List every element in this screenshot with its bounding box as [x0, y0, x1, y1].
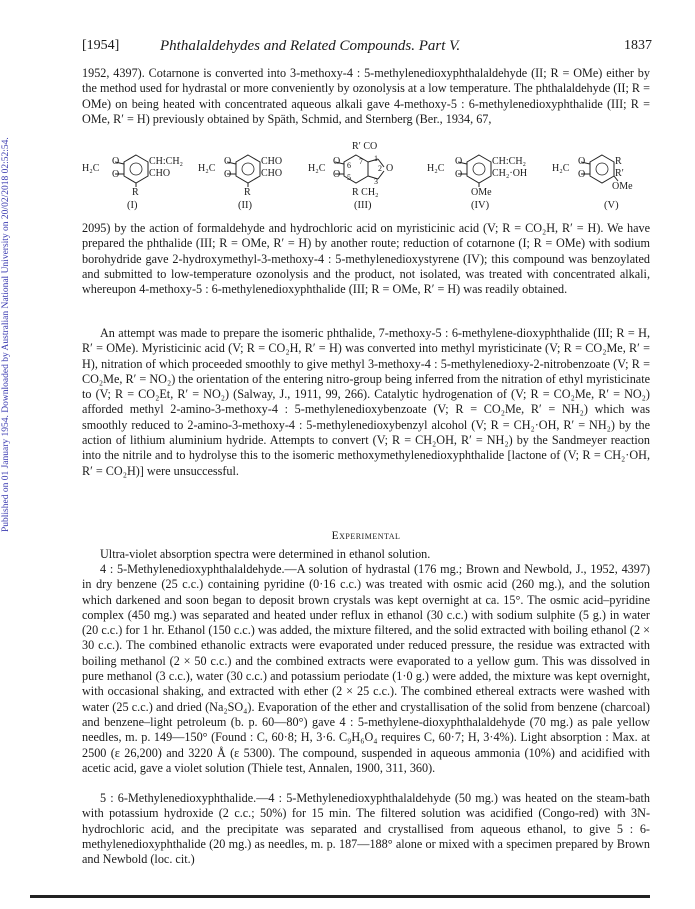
substituent-2: CH₂·OH: [492, 168, 528, 179]
substituent-bottom: R CH₂: [352, 187, 379, 198]
substituent-2: CHO: [261, 168, 283, 179]
substituent-1: CH:CH₂: [492, 156, 527, 167]
paragraph-3: An attempt was made to prepare the isomeric phthalide, 7-methoxy-5 : 6-methylene-dioxyphthalide (III; R = H, R′ = OMe). Myristicinic acid (V; R = CO₂H, R′ = H) was converted into methyl myristicinate (V; R = CO₂Me, R′ = H), nitration of which proceeded smoothly to give methyl 3-methoxy-4 : 5-methylenedioxy-2-nitrobenzoate (V; R = CO₂Me, R′ = NO₂) the orientation of the entering nitro-group being inferred from the nitration of ethyl myristicinate to (V; R = CO₂Et, R′ = NO₂) (Salway, J., 1911, 99, 266). Catalytic hydrogenation of (V; R = CO₂Me, R′ = NO₂) afforded methyl 2-amino-3-methoxy-4 : 5-methylenedioxybenzoate (V; R = CO₂Me, R′ = NH₂) which was smoothly reduced to 2-amino-3-methoxy-4 : 5-methylenedioxybenzyl alcohol (V; R = CH₂·OH, R′ = NH₂) by the action of lithium aluminium hydride. Attempts to convert (V; R = CH₂OH, R′ = NH₂) by the Sandmeyer reaction into the nitrile and to hydrolyse this to the isomeric methoxymethylenedioxyphthalide [lactone of (V; R = CH₂·OH, R′ = CO₂H)] were unsuccessful.: [82, 326, 650, 478]
structure-number: (III): [354, 200, 372, 211]
ring-label: H₂C: [552, 163, 570, 174]
substituent-2: CHO: [149, 168, 171, 179]
oxygen-label: O: [224, 169, 232, 180]
running-title: Phthalaldehydes and Related Compounds. Part V.: [160, 38, 461, 54]
oxygen-label: O: [112, 169, 120, 180]
position-3: 3: [374, 177, 378, 186]
oxygen-label: O: [333, 156, 341, 167]
position-5: 5: [347, 173, 351, 182]
substituent-ome: OMe: [471, 187, 492, 198]
position-2: 2: [378, 164, 382, 173]
page-border: [30, 895, 650, 898]
substituent-r: R: [244, 187, 251, 198]
substituent-top: R′ CO: [352, 141, 378, 152]
experimental-intro: Ultra-violet absorption spectra were determined in ethanol solution.: [100, 547, 431, 561]
page-header: [82, 38, 652, 58]
section-heading: Experimental: [331, 530, 401, 542]
download-notice: Published on 01 January 1954. Downloaded by Australian National University on 20/02/2018 02:52:54.: [1, 137, 11, 533]
page-number: 1837: [624, 38, 652, 53]
oxygen-label: O: [224, 156, 232, 167]
oxygen-label: O: [455, 169, 463, 180]
position-7: 7: [359, 157, 363, 166]
structure-number: (V): [604, 200, 619, 211]
experimental-paragraph-2: 5 : 6-Methylenedioxyphthalide.—4 : 5-Methylenedioxyphthalaldehyde (50 mg.) was heated on the steam-bath with potassium hydroxide (2 c.c.; 50%) for 15 min. The filtered solution was acidified (Congo-red) with 3N-hydrochloric acid, and the precipitate was separated and crystallised from aqueous ethanol, to give 5 : 6-methylenedioxyphthalide (20 mg.) as needles, m. p. 187—188° alone or mixed with a specimen prepared by Brown and Newbold (loc. cit.): [82, 791, 650, 867]
oxygen-label: O: [455, 156, 463, 167]
ring-oxygen: O: [386, 163, 394, 174]
structure-number: (IV): [471, 200, 490, 211]
oxygen-label: O: [578, 169, 586, 180]
structure-number: (I): [127, 200, 138, 211]
substituent-r-prime: R′: [615, 168, 624, 179]
substituent-r: R: [615, 156, 622, 167]
position-6: 6: [347, 161, 351, 170]
intro-paragraph: 1952, 4397). Cotarnone is converted into 3-methoxy-4 : 5-methylenedioxyphthalaldehyde (II; R = OMe) either by the method used for hydrastal or more conveniently by ozonolysis at a low temperature. The phthalaldehyde (II; R = OMe) on being heated with concentrated aqueous alkali gave 4-methoxy-5 : 6-methylenedioxyphthalide (III; R = OMe, R′ = H) previously obtained by Späth, Schmid, and Sternberg (Ber., 1934, 67,: [82, 66, 650, 126]
header-year: [1954]: [82, 38, 120, 53]
structure-number: (II): [238, 200, 252, 211]
experimental-paragraph-1: 4 : 5-Methylenedioxyphthalaldehyde.—A solution of hydrastal (176 mg.; Brown and Newbold, J., 1952, 4397) in dry benzene (25 c.c.) containing pyridine (0·16 c.c.) was treated with osmic acid (260 mg.), and the solution which darkened and soon began to deposit brown crystals was kept overnight at ca. 15°. The osmic acid–pyridine complex (450 mg.) was separated and heated under reflux in ethanol (30 c.c.) with sodium sulphite (5 g.) in water (20 c.c.) for 1 hr. Ethanol (150 c.c.) was added, the mixture filtered, and the solid extracted with boiling ethanol (2 × 30 c.c.). The combined ethanolic extracts were evaporated under reduced pressure, the residue was extracted with boiling methanol (2 × 50 c.c.) and the combined extracts were evaporated to a yellow gum. This was dissolved in pure methanol (3 c.c.), water (30 c.c.) and potassium periodate (1·0 g.) were added, the mixture was kept overnight, with occasional shaking, and extracted with ether (2 × 25 c.c.). The combined ethereal extracts were washed with water (25 c.c.) and dried (Na₂SO₄). Evaporation of the ether and crystallisation of the solid from benzene (charcoal) and benzene–light petroleum (b. p. 60—80°) gave 4 : 5-methylene-dioxyphthalaldehyde (70 mg.) as pale yellow needles, m. p. 149—150° (Found : C, 60·8; H, 3·6. C₉H₆O₄ requires C, 60·7; H, 3·4%). Light absorption : Max. at 2500 (ε 26,200) and 3220 Å (ε 5300). The compound, suspended in aqueous ammonia (10%) and acidified with acetic acid, gave a violet solution (Thiele test, Annalen, 1900, 311, 360).: [82, 562, 650, 775]
substituent-r: R: [132, 187, 139, 198]
ring-label: H₂C: [198, 163, 216, 174]
substituent-ome: OMe: [612, 181, 633, 192]
position-1: 1: [374, 154, 378, 163]
oxygen-label: O: [112, 156, 120, 167]
ring-label: H₂C: [82, 163, 100, 174]
substituent-1: CHO: [261, 156, 283, 167]
ring-label: H₂C: [427, 163, 445, 174]
substituent-1: CH:CH₂: [149, 156, 184, 167]
paragraph-2: 2095) by the action of formaldehyde and hydrochloric acid on myristicinic acid (V; R = CO₂H, R′ = H). We have prepared the phthalide (III; R = OMe, R′ = H) by another route; reduction of cotarnone (I; R = OMe) with sodium borohydride gave 2-hydroxymethyl-3-methoxy-4 : 5-methylenedioxystyrene (IV); this compound was benzoylated and submitted to low-temperature ozonolysis and the product, not isolated, was treated with concentrated alkali, whereupon 4-methoxy-5 : 6-methylenedioxyphthalide (III; R = OMe, R′ = H) was readily obtained.: [82, 221, 650, 297]
ring-label: H₂C: [308, 163, 326, 174]
oxygen-label: O: [578, 156, 586, 167]
oxygen-label: O: [333, 169, 341, 180]
